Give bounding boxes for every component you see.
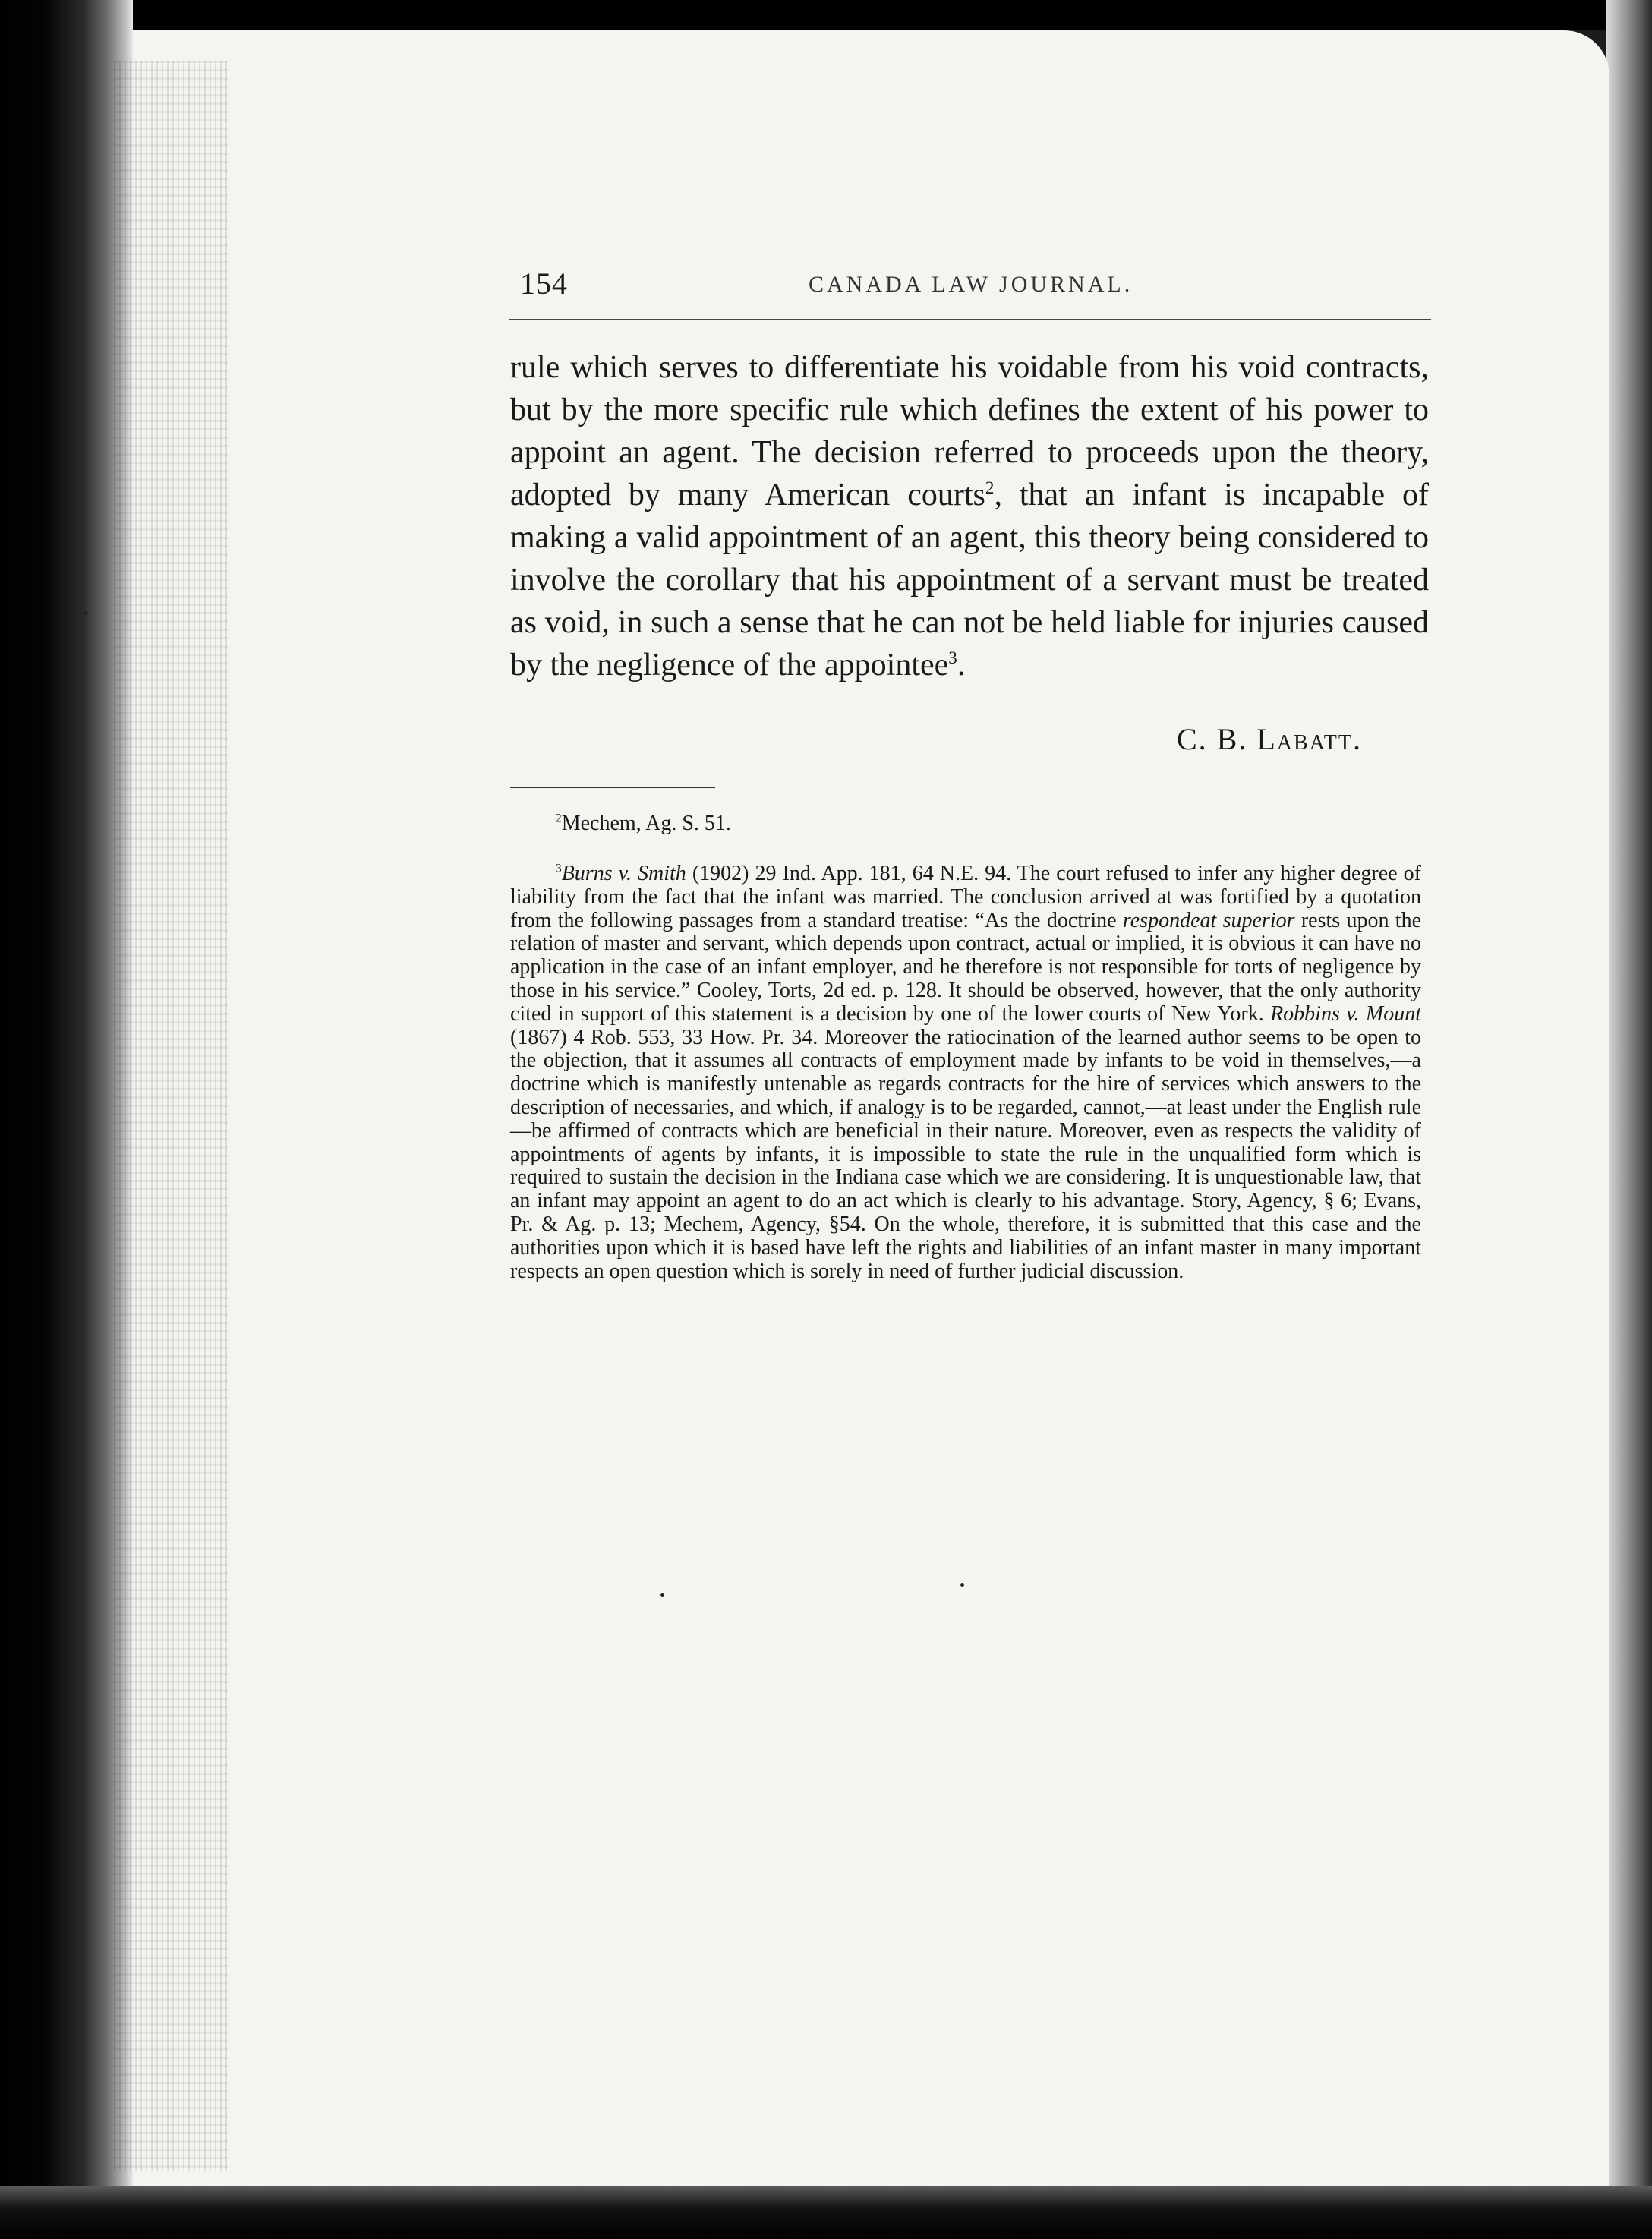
scan-bottom-edge bbox=[0, 2186, 1652, 2239]
binding-streaks bbox=[114, 61, 228, 2171]
footnote-3-text-2: rests upon the relation of master and servant, which depends upon contract, actual or implied, it is obvious it can have no application in the case of an infant employer, and he therefore is not responsible for torts of negligence by those in his service.” Cooley, Torts, 2d ed. p. 128. It should be observed, however, that the only authority cited in support of this statement is a decision by one of the lower courts of New York. bbox=[510, 908, 1422, 1026]
paragraph-text-1: rule which serves to differentiate his voidable from his void contracts, but by the more specific rule which defines the extent of his power to appoint an agent. The decision referred to proceeds upon the theory, adopted by many American courts bbox=[510, 350, 1429, 512]
scan-top-edge bbox=[0, 0, 1652, 30]
scan-speck bbox=[660, 1593, 664, 1597]
page-number: 154 bbox=[520, 266, 568, 301]
footnote-2-text: Mechem, Ag. S. 51. bbox=[561, 812, 731, 835]
paragraph-text-3: . bbox=[957, 648, 966, 683]
scan-right-edge bbox=[1606, 0, 1652, 2239]
footnote-3-text-3: (1867) 4 Rob. 553, 33 How. Pr. 34. Moreover the ratiocination of the learned author seems to be open to the objection, that it assumes all contracts of employment made by infants to be void in themselves,—a doctrine which is manifestly untenable as regards contracts for the hire of services which answers to the description of necessaries, and which, if analogy is to be regarded, cannot,—at least under the English rule—be affirmed of contracts which are beneficial in their nature. Moreover, even as respects the validity of appointments of agents by infants, it is impossible to state the rule in the unqualified form which is required to sustain the decision in the Indiana case which we are considering. It is unquestionable law, that an infant may appoint an agent to do an act which is clearly to his advantage. Story, Agency, § 6; Evans, Pr. & Ag. p. 13; Mechem, Agency, §54. On the whole, therefore, it is submitted that this case and the authorities upon which it is based have left the rights and liabilities of an infant master in many important respects an open question which is sorely in need of further judicial discussion. bbox=[510, 1025, 1421, 1283]
footnote-3-marker: 3 bbox=[556, 862, 562, 875]
scan-speck bbox=[960, 1583, 964, 1587]
footnote-3-case: Burns v. Smith bbox=[561, 862, 686, 885]
footnote-3-latin: respondeat superior bbox=[1122, 908, 1295, 932]
scan-binding-edge bbox=[0, 0, 133, 2239]
header-rule bbox=[509, 319, 1431, 320]
footnote-ref-3: 3 bbox=[948, 648, 957, 667]
scan-speck bbox=[84, 611, 87, 615]
author-initials: C. B. bbox=[1177, 722, 1257, 756]
footnote-rule bbox=[510, 787, 715, 788]
page-header bbox=[520, 266, 1423, 311]
author-surname: Labatt. bbox=[1256, 722, 1363, 756]
article-paragraph bbox=[510, 346, 1429, 686]
paragraph-text-2: , that an infant is incapable of making a valid appointment of an agent, this theory being considered to involve the corollary that his appointment of a servant must be treated as void, in such a sense that he can not be held liable for injuries caused by the negligence of the appointee bbox=[510, 478, 1429, 683]
footnote-3-text-1: (1902) 29 Ind. App. 181, 64 N.E. 94. The court refused to infer any higher degree of liability from the fact that the infant was married. The conclusion arrived at was fortified by a quotation from the following passages from a standard treatise: “As the doctrine bbox=[510, 862, 1421, 932]
footnote-2 bbox=[510, 812, 1421, 836]
footnote-2-marker: 2 bbox=[556, 812, 562, 825]
footnote-ref-2: 2 bbox=[985, 478, 995, 497]
footnote-3-case-2: Robbins v. Mount bbox=[1270, 1001, 1421, 1026]
footnote-3 bbox=[510, 862, 1421, 1283]
running-head: CANADA LAW JOURNAL. bbox=[809, 272, 1133, 297]
author-signature bbox=[1177, 721, 1362, 757]
